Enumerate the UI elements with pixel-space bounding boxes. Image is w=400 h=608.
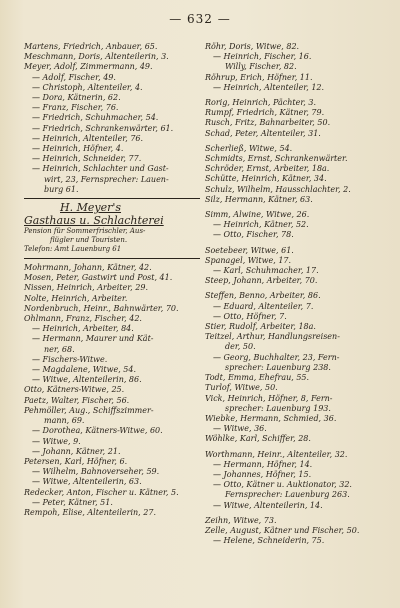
directory-entry: — Heinrich, Höfner, 4.	[32, 144, 124, 154]
directory-entry: Röhr, Doris, Witwe, 82.	[205, 42, 300, 51]
directory-entry: — Witwe, Altenteilerin, 86.	[32, 375, 142, 385]
directory-entry: — Heinrich, Arbeiter, 84.	[32, 324, 134, 334]
directory-entry: Willy, Fischer, 82.	[225, 62, 297, 72]
directory-entry: Pehmöller, Aug., Schiffszimmer-	[24, 405, 154, 415]
directory-entry: — Karl, Schuhmacher, 17.	[213, 266, 319, 276]
ad-title-name: H. Meyer's	[60, 201, 122, 215]
directory-entry: — Heinrich, Altenteiler, 12.	[213, 82, 325, 92]
directory-entry: — Peter, Kätner, 51.	[32, 497, 113, 507]
directory-entry: — Dorothea, Kätners-Witwe, 60.	[32, 426, 163, 436]
left-entries-top	[24, 42, 200, 195]
directory-entry: — Heinrich, Fischer, 16.	[213, 52, 312, 62]
directory-entry: burg 61.	[44, 184, 79, 194]
directory-entry: — Friedrich, Schrankenwärter, 61.	[32, 123, 174, 133]
directory-entry: — Heinrich, Schneider, 77.	[32, 154, 142, 164]
directory-entry: Schütte, Heinrich, Kätner, 34.	[205, 174, 327, 184]
directory-entry: — Witwe, 36.	[213, 424, 267, 434]
ad-line: Pension für Sommerfrischler, Aus-	[24, 227, 146, 236]
directory-entry: Wöhlke, Karl, Schiffer, 28.	[205, 434, 311, 444]
page-number: — 632 —	[169, 12, 231, 26]
directory-entry: — Magdalene, Witwe, 54.	[32, 365, 137, 375]
directory-entry: Vick, Heinrich, Höfner, 8, Fern-	[205, 393, 333, 403]
directory-entry: Nolte, Heinrich, Arbeiter.	[24, 293, 128, 303]
directory-entry: sprecher: Lauenburg 238.	[225, 362, 331, 372]
directory-entry: Steffen, Benno, Arbeiter, 86.	[205, 291, 321, 301]
directory-entry: — Eduard, Altenteiler, 7.	[213, 301, 314, 311]
right-entries	[205, 42, 383, 546]
directory-entry: — Helene, Schneiderin, 75.	[213, 536, 325, 546]
directory-entry: Martens, Friedrich, Anbauer, 65.	[24, 42, 158, 51]
directory-entry: Paetz, Walter, Fischer, 56.	[24, 395, 130, 405]
directory-entry: der, 50.	[225, 342, 256, 352]
directory-entry: — Heinrich, Kätner, 52.	[213, 220, 309, 230]
directory-entry: Redecker, Anton, Fischer u. Kätner, 5.	[24, 487, 179, 497]
advertisement-box	[24, 198, 200, 259]
directory-entry: — Fischers-Witwe.	[32, 354, 108, 364]
directory-entry: — Johannes, Höfner, 15.	[213, 469, 312, 479]
directory-entry: — Witwe, Altenteilerin, 63.	[32, 477, 142, 487]
directory-entry: Simm, Alwine, Witwe, 26.	[205, 210, 310, 220]
directory-entry: Schröder, Ernst, Arbeiter, 18a.	[205, 164, 330, 174]
directory-entry: Meyer, Adolf, Zimmermann, 49.	[24, 62, 153, 72]
left-column	[24, 42, 200, 518]
directory-entry: Ohlmann, Franz, Fischer, 42.	[24, 314, 142, 324]
directory-entry: Soetebeer, Witwe, 61.	[205, 245, 294, 255]
directory-entry: — Hermann, Maurer und Kät-	[32, 334, 154, 344]
directory-entry: Todt, Emma, Ehefrau, 55.	[205, 373, 310, 383]
directory-entry: Stier, Rudolf, Arbeiter, 18a.	[205, 322, 316, 332]
left-entries-bottom	[24, 263, 200, 518]
directory-entry: — Franz, Fischer, 76.	[32, 103, 119, 113]
directory-entry: Rumpf, Friedrich, Kätner, 79.	[205, 108, 325, 118]
directory-entry: — Otto, Höfner, 7.	[213, 311, 287, 321]
directory-entry: Scherließ, Witwe, 54.	[205, 143, 293, 153]
directory-entry: — Wilhelm, Bahnoverseher, 59.	[32, 467, 160, 477]
ad-title-business: Gasthaus u. Schlachterei	[24, 214, 164, 228]
directory-entry: Röhrup, Erich, Höfner, 11.	[205, 72, 313, 82]
directory-entry: Silz, Hermann, Kätner, 63.	[205, 194, 313, 204]
directory-entry: Mosen, Peter, Gastwirt und Post, 41.	[24, 273, 173, 283]
directory-entry: wirt, 23, Fernsprecher: Lauen-	[44, 174, 169, 184]
directory-entry: — Otto, Kätner u. Auktionator, 32.	[213, 480, 352, 490]
directory-entry: — Adolf, Fischer, 49.	[32, 72, 116, 82]
directory-entry: — Witwe, Altenteilerin, 14.	[213, 500, 323, 510]
directory-entry: Steep, Johann, Arbeiter, 70.	[205, 276, 318, 286]
directory-entry: Rempoh, Elise, Altenteilerin, 27.	[24, 507, 156, 517]
directory-entry: sprecher: Lauenburg 193.	[225, 403, 331, 413]
directory-entry: Zelle, August, Kätner und Fischer, 50.	[205, 525, 360, 535]
ad-line: flügler und Touristen.	[50, 236, 128, 245]
directory-entry: Wiebke, Hermann, Schmied, 36.	[205, 413, 337, 423]
directory-entry: — Otto, Fischer, 78.	[213, 230, 294, 240]
directory-entry: Zeihn, Witwe, 73.	[205, 515, 277, 525]
directory-entry: Schulz, Wilhelm, Hausschlachter, 2.	[205, 184, 351, 194]
right-column	[205, 42, 383, 546]
directory-entry: Schad, Peter, Altenteiler, 31.	[205, 128, 321, 138]
directory-entry: Schmidts, Ernst, Schrankenwärter.	[205, 154, 348, 164]
directory-entry: — Witwe, 9.	[32, 436, 81, 446]
directory-entry: Worthmann, Heinr., Altenteiler, 32.	[205, 449, 348, 459]
directory-entry: — Dora, Kätnerin, 62.	[32, 93, 121, 103]
directory-entry: — Friedrich, Schuhmacher, 54.	[32, 113, 159, 123]
directory-entry: Nissen, Heinrich, Arbeiter, 29.	[24, 283, 148, 293]
directory-entry: Turlof, Witwe, 50.	[205, 383, 278, 393]
directory-entry: — Heinrich, Schlachter und Gast-	[32, 164, 169, 174]
directory-entry: Spanagel, Witwe, 17.	[205, 255, 292, 265]
directory-entry: — Heinrich, Altenteiler, 76.	[32, 133, 144, 143]
directory-entry: Rorig, Heinrich, Pächter, 3.	[205, 98, 316, 108]
directory-entry: Petersen, Karl, Höfner, 6.	[24, 456, 128, 466]
directory-entry: ner, 68.	[44, 344, 75, 354]
directory-entry: — Georg, Buchhalter, 23, Fern-	[213, 352, 340, 362]
ad-telephone: Telefon: Amt Lauenburg 61	[24, 245, 122, 254]
directory-entry: Meschmann, Doris, Altenteilerin, 3.	[24, 52, 169, 62]
directory-entry: Rusch, Fritz, Bahnarbeiter, 50.	[205, 118, 331, 128]
directory-entry: — Christoph, Altenteiler, 4.	[32, 82, 143, 92]
directory-entry: Teitzel, Arthur, Handlungsreisen-	[205, 332, 340, 342]
directory-entry: Otto, Kätners-Witwe, 25.	[24, 385, 125, 395]
directory-entry: Mohrmann, Johann, Kätner, 42.	[24, 263, 152, 273]
directory-entry: mann, 69.	[44, 416, 85, 426]
directory-entry: Fernsprecher: Lauenburg 263.	[225, 490, 350, 500]
directory-entry: Nordenbruch, Heinr., Bahnwärter, 70.	[24, 303, 179, 313]
directory-entry: — Hermann, Höfner, 14.	[213, 459, 313, 469]
directory-entry: — Johann, Kätner, 21.	[32, 446, 121, 456]
